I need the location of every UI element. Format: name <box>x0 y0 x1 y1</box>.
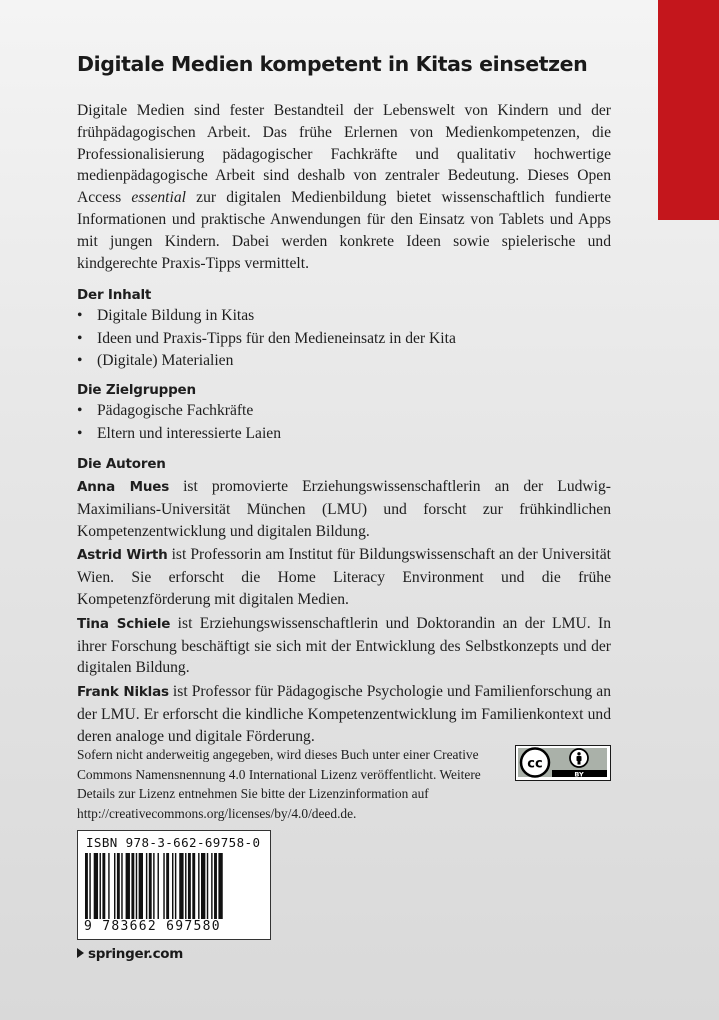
attribution-person-icon <box>570 749 588 767</box>
author-name: Astrid Wirth <box>77 547 168 564</box>
isbn-digits: 9 783662 697580 <box>84 919 266 934</box>
author-bio: ist Professorin am Institut für Bildungswissenschaft an der Universität Wien. Sie erforscht die Home Literacy Environment und die frühe Kompetenzförderung mit digitalen Medien. <box>77 546 611 608</box>
publisher-text: springer.com <box>88 946 184 962</box>
list-item: • Digitale Bildung in Kitas <box>77 305 611 328</box>
isbn-barcode <box>77 830 271 940</box>
intro-text-1: Digitale Medien sind fester Bestandteil der Lebenswelt von Kindern und der frühpädagogischen Arbeit. Das frühe Erlernen von Medienkompetenzen, die Professionalisierung pädagogischer Fachkräfte und qualitativ hochwertige medienpädagogische Arbeit sind deshalb von zentraler Bedeutung. Dieses Open Access <box>77 102 611 207</box>
publisher-link[interactable] <box>77 946 183 962</box>
intro-section <box>77 100 611 274</box>
red-accent-bar <box>658 0 719 220</box>
zielgruppen-section <box>77 382 611 445</box>
intro-emphasis: essential <box>131 189 186 207</box>
author-bio: ist promovierte Erziehungswissenschaftlerin an der Ludwig-Maximilians-Universität München (LMU) und forscht zur frühkindlichen Kompetenzentwicklung und digitalen Bildung. <box>77 478 611 540</box>
cc-glyph: cc <box>527 756 543 772</box>
author-entry <box>77 476 611 542</box>
autoren-heading: Die Autoren <box>77 456 166 472</box>
isbn-label: ISBN 978-3-662-69758-0 <box>86 835 261 850</box>
list-item: • Pädagogische Fachkräfte <box>77 400 611 423</box>
autoren-section <box>77 456 611 750</box>
zielgruppen-heading: Die Zielgruppen <box>77 382 196 398</box>
triangle-right-icon <box>77 948 84 958</box>
author-name: Anna Mues <box>77 479 170 495</box>
intro-text-2: zur digitalen Medienbildung bietet wissenschaftlich fundierte Informationen und praktische Anwendungen für den Einsatz von Tablets und Apps mit jungen Kindern. Dabei werden konkrete Ideen sowie spielerische und kindgerechte Praxis-Tipps vermittelt. <box>77 189 612 272</box>
author-entry <box>77 681 611 747</box>
intro-paragraph <box>77 100 611 274</box>
author-name: Tina Schiele <box>77 615 171 632</box>
inhalt-list <box>77 305 611 373</box>
list-item: • Ideen und Praxis-Tipps für den Medieneinsatz in der Kita <box>77 328 611 351</box>
author-name: Frank Niklas <box>77 684 169 701</box>
author-bio: ist Erziehungswissenschaftlerin und Doktorandin an der LMU. In ihrer Forschung beschäftigt sie sich mit der Entwicklung des Selbstkonzepts und der digitalen Bildung. <box>77 614 611 677</box>
page-title: Digitale Medien kompetent in Kitas einsetzen <box>77 52 588 76</box>
by-label: BY <box>574 770 584 779</box>
list-item: • (Digitale) Materialien <box>77 350 611 373</box>
author-entry <box>77 613 611 679</box>
list-item: • Eltern und interessierte Laien <box>77 423 611 446</box>
author-entry <box>77 544 611 610</box>
inhalt-section <box>77 287 611 373</box>
inhalt-heading: Der Inhalt <box>77 287 152 303</box>
zielgruppen-list <box>77 400 611 445</box>
cc-by-badge-graphic <box>516 746 609 779</box>
creative-commons-icon <box>521 749 549 777</box>
author-bio: ist Professor für Pädagogische Psychologie und Familienforschung an der LMU. Er erforscht die kindliche Kompetenzentwicklung im Familienkontext und deren analoge und digitale Förderung. <box>77 683 611 745</box>
cc-by-badge <box>515 745 611 781</box>
license-text: Sofern nicht anderweitig angegeben, wird dieses Buch unter einer Creative Commons Namensnennung 4.0 International Lizenz veröffentlicht. Weitere Details zur Lizenz entnehmen Sie bitte der Lizenzinformation auf http://creativecommons.org/licenses/by/4.0/deed.de. <box>77 747 481 821</box>
